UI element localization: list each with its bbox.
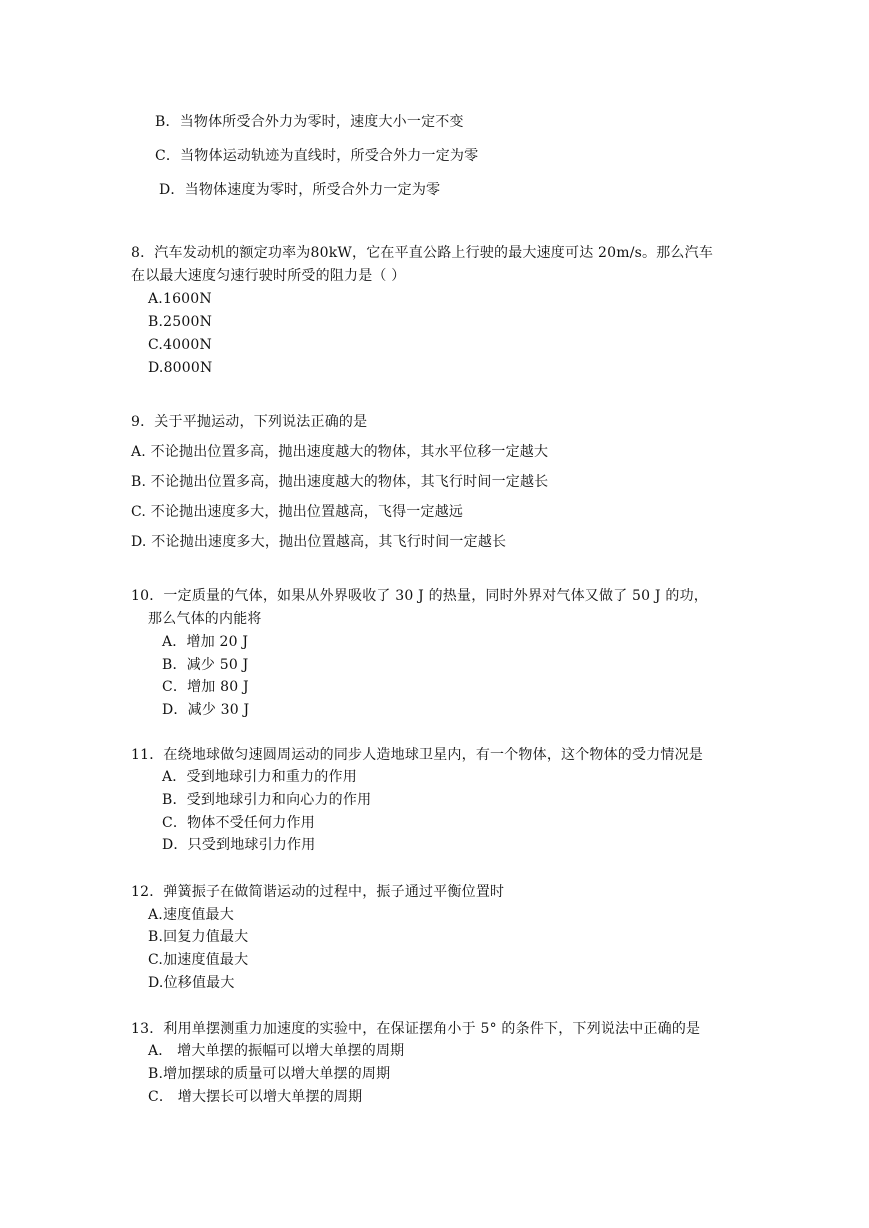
q12-option-a: A.速度值最大 <box>148 907 234 923</box>
q11-option-b: B．受到地球引力和向心力的作用 <box>162 792 372 808</box>
q12-option-d: D.位移值最大 <box>148 975 235 991</box>
q8-stem-line2: 在以最大速度匀速行驶时所受的阻力是（ ） <box>131 268 406 284</box>
q7-option-c: C．当物体运动轨迹为直线时，所受合外力一定为零 <box>155 148 479 164</box>
q12-option-c: C.加速度值最大 <box>148 952 249 968</box>
q10-option-d: D．减少 30 J <box>162 702 250 718</box>
q10-stem-line1: 10．一定质量的气体，如果从外界吸收了 30 J 的热量，同时外界对气体又做了 50 J 的功， <box>131 588 708 604</box>
q9-stem: 9．关于平抛运动，下列说法正确的是 <box>131 414 368 430</box>
q13-option-b: B.增加摆球的质量可以增大单摆的周期 <box>148 1066 391 1082</box>
q9-option-b: B. 不论抛出位置多高，抛出速度越大的物体，其飞行时间一定越长 <box>131 474 549 490</box>
q11-stem: 11．在绕地球做匀速圆周运动的同步人造地球卫星内，有一个物体，这个物体的受力情况是 <box>131 747 704 763</box>
q13-stem: 13．利用单摆测重力加速度的实验中，在保证摆角小于 5° 的条件下，下列说法中正确的是 <box>131 1021 701 1037</box>
q11-option-a: A．受到地球引力和重力的作用 <box>162 769 357 785</box>
q7-option-b: B．当物体所受合外力为零时，速度大小一定不变 <box>155 114 464 130</box>
q9-option-d: D. 不论抛出速度多大，抛出位置越高，其飞行时间一定越长 <box>131 534 507 550</box>
q11-option-c: C．物体不受任何力作用 <box>162 815 315 831</box>
q10-option-b: B．减少 50 J <box>162 657 249 673</box>
q13-option-a: A． 增大单摆的振幅可以增大单摆的周期 <box>148 1043 405 1059</box>
q10-stem-line2: 那么气体的内能将 <box>148 611 262 627</box>
q9-option-a: A. 不论抛出位置多高，抛出速度越大的物体，其水平位移一定越大 <box>131 444 549 460</box>
q10-option-a: A．增加 20 J <box>162 634 249 650</box>
q8-option-d: D.8000N <box>148 360 213 376</box>
q10-option-c: C．增加 80 J <box>162 679 249 695</box>
q7-option-d: D．当物体速度为零时，所受合外力一定为零 <box>159 182 441 198</box>
q8-stem-line1: 8．汽车发动机的额定功率为80kW，它在平直公路上行驶的最大速度可达 20m/s。那么汽车 <box>131 245 714 261</box>
q13-option-c: C． 增大摆长可以增大单摆的周期 <box>148 1089 363 1105</box>
q9-option-c: C. 不论抛出速度多大，抛出位置越高，飞得一定越远 <box>131 504 464 520</box>
q12-stem: 12．弹簧振子在做简谐运动的过程中，振子通过平衡位置时 <box>131 884 505 900</box>
q8-option-a: A.1600N <box>148 291 212 307</box>
q12-option-b: B.回复力值最大 <box>148 929 249 945</box>
q8-option-b: B.2500N <box>148 314 213 330</box>
q11-option-d: D．只受到地球引力作用 <box>162 837 316 853</box>
q8-option-c: C.4000N <box>148 337 212 353</box>
